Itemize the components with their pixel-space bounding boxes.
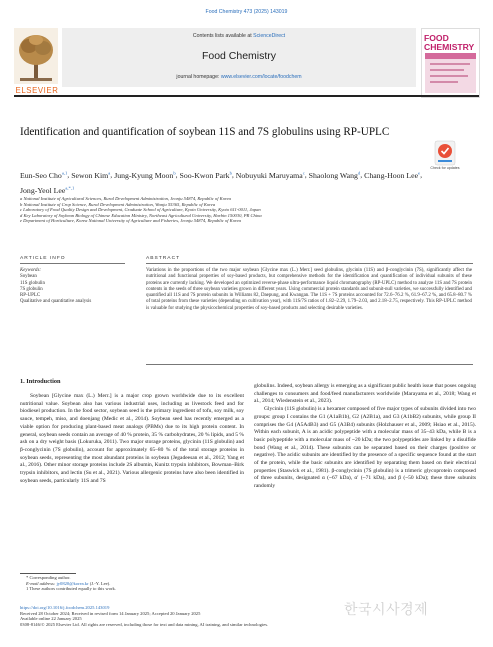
received-dates: Received 28 October 2024; Received in revised form 14 January 2025; Accepted 20 January 2025: [20, 610, 201, 616]
footnotes: [20, 575, 320, 592]
footnote-rule: [20, 573, 76, 574]
sciencedirect-link[interactable]: ScienceDirect: [253, 33, 286, 39]
intro-left-column: [20, 393, 244, 485]
author-entry[interactable]: [180, 171, 232, 180]
abstract-bottom-rule: [146, 364, 473, 365]
email-label: E-mail address:: [26, 580, 57, 586]
email-link[interactable]: jy0820@korea.kr: [56, 580, 89, 586]
keywords-block: [20, 268, 140, 306]
keywords-label: Keywords:: [20, 268, 42, 273]
article-info-heading: ARTICLE INFO: [20, 256, 66, 261]
publisher-logo-text: ELSEVIER: [15, 86, 59, 95]
equal-contribution-note: 1 These authors contributed equally to this work.: [26, 586, 116, 592]
author-entry[interactable]: [114, 171, 175, 180]
contents-line: [62, 33, 416, 39]
author-name[interactable]: Sewon Kim: [71, 170, 109, 180]
keyword-list: [20, 274, 140, 305]
author-affiliation-mark[interactable]: b: [229, 170, 232, 175]
author-affiliation-mark[interactable]: a: [108, 170, 111, 175]
section-heading-introduction: 1. Introduction: [20, 378, 61, 385]
author-name[interactable]: Shaolong Wang: [308, 170, 358, 180]
keyword-item: 7S globulin: [20, 286, 43, 292]
author-name[interactable]: Soo-Kwon Park: [179, 170, 230, 180]
abstract-rule: [146, 263, 473, 264]
header-rule: [14, 95, 479, 97]
author-name[interactable]: Chang-Hoon Lee: [364, 170, 419, 180]
affiliation-item: d Key Laboratory of Soybean Biology of Chinese Education Ministry, Northeast Agricultural University, Harbin 150030, PR China: [20, 212, 262, 218]
copyright-line: 0308-8146/© 2025 Elsevier Ltd. All rights are reserved, including those for text and data mining, AI training, and similar technologies.: [20, 621, 269, 627]
check-for-updates-label: Check for updates: [430, 166, 460, 170]
affiliation-item: e Department of Horticulture, Korea National University of Agriculture and Fisheries, Jeonju 54874, Republic of Korea: [20, 218, 241, 224]
watermark-text: 한국시사경제: [344, 602, 429, 618]
author-entry[interactable]: [71, 171, 110, 180]
corresponding-author-note: * Corresponding author.: [26, 575, 71, 580]
affiliation-item: a National Institute of Agricultural Sciences, Rural Development Administration, Jeonju 54874, Republic of Korea: [20, 196, 231, 201]
article-info-rule: [20, 263, 125, 264]
intro-paragraph-1-continued: globulins. Indeed, soybean allergy is emerging as a significant public health issue that poses ongoing challenges to consumers and food/feed manufacturers worldwide (Marayama et al., 2018; Wang et al., 2014; Wiedenstein et al., 2023).: [254, 383, 476, 405]
author-entry[interactable]: [309, 171, 361, 180]
author-entry[interactable]: [364, 171, 420, 180]
homepage-prefix: journal homepage:: [176, 74, 221, 80]
keyword-item: Soybean: [20, 274, 37, 280]
author-name[interactable]: Nobuyuki Maruyama: [235, 170, 303, 180]
article-title: Identification and quantification of soybean 11S and 7S globulins using RP-UPLC: [20, 126, 390, 138]
cover-title: FOOD CHEMISTRY: [424, 33, 475, 52]
homepage-link[interactable]: www.elsevier.com/locate/foodchem: [220, 74, 302, 80]
author-entry[interactable]: [20, 171, 67, 180]
affiliation-item: c Laboratory of Food Quality Design and Development, Graduate School of Agriculture, Kyoto University, Kyoto 611-0011, Japan: [20, 207, 261, 213]
journal-citation[interactable]: Food Chemistry 473 (2025) 143019: [205, 9, 288, 15]
author-affiliation-mark[interactable]: b: [173, 170, 176, 175]
intro-right-column: [254, 383, 476, 491]
abstract-text: Variations in the proportions of the two major soybean [Glycine max (L.) Merr.] seed globulins, glycinin (11S) and β-conglycinin (7S), significantly affect the nutritional and functional properties of soy-based products, but comprehensive methods for the identification and quantification of individual subunits of these proteins are currently lacking. We developed an optimized reverse-phase ultra-performance liquid chromatography (RP-UPLC) method to analyze 11S and 7S protein contents in the seeds of three soybean varieties grown in different years. Using commercial protein standards and subunit-null varieties, we successfully identified and quantified all 11S and 7S protein subunits in Williams 82, Daepung, and Kwangan. The 11S + 7S proteins accounted for 72.6–76.2 %, 61.9–67.2 %, and 65.8–80.7 % of total proteins from these varieties (depending on cultivation year), with 11S/7S ratios of 1.82–2.29, 1.79–2.03, and 2.18–2.75, respectively. This RP-UPLC method is valuable for studying the physicochemical properties of soy-based products and selecting desirable varieties.: [146, 268, 472, 311]
journal-homepage-line: [62, 74, 416, 80]
doi-link[interactable]: https://doi.org/10.1016/j.foodchem.2025.143019: [20, 605, 110, 610]
author-name[interactable]: Jong-Yeol Lee: [20, 185, 66, 195]
intro-paragraph-2: Glycinin (11S globulin) is a hexamer composed of five major types of subunits divided into two groups: group I contains the G1 (A1aB1b), G2 (A2B1a), and G3 (A1bB2) subunits, while group II comprises the G4 (A5A4B3) and G5 (A3B4) subunits (Holzhauser et al., 2009; Hsiao et al., 2015). Within each subunit, A is an acidic polypeptide with a molecular mass of 35–43 kDa, while B is a basic polypeptide with a molecular mass of ~20 kDa; the two polypeptides are linked by a disulfide bond (Wang et al., 2014). These subunits can be separated based on their charges (positive or negative). The acidic subunits are identified by the presence of a specific sequence found at the start of the protein, while the basic subunits are identified by separating them based on their electrical properties (Staswick et al., 1981). β-conglycinin (7S globulin) is a trimeric glycoprotein composed of three subunits, designated α (~67 kDa), α′ (~71 kDa), and β (~50 kDa); these three subunits randomly: [254, 406, 476, 490]
author-affiliation-mark[interactable]: a,1: [61, 170, 68, 175]
contents-prefix: Contents lists available at: [192, 33, 254, 39]
email-suffix: (J.-Y. Lee).: [88, 580, 111, 586]
keyword-item: Qualitative and quantitative analysis: [20, 299, 92, 305]
affiliation-item: b National Institute of Crop Science, Rural Development Administration, Wanju 55365, Republic of Korea: [20, 201, 216, 207]
keyword-item: 11S globulin: [20, 280, 45, 286]
author-name[interactable]: Jung-Kyung Moon: [114, 170, 174, 180]
check-for-updates-icon[interactable]: [434, 140, 456, 166]
author-affiliation-mark[interactable]: d: [357, 170, 361, 175]
abstract-heading: ABSTRACT: [146, 256, 181, 261]
intro-paragraph-1: Soybean [Glycine max (L.) Merr.] is a major crop grown worldwide due to its excellent nutritional value. Soybean also has various industrial uses, including as livestock feed and for biodiesel production. In the food sector, soybean seed is the primary ingredient of tofu, soy milk, soy sauce, tempeh, miso, and doenjang (Medic et al., 2014). Soybean seed has recently emerged as a viable option for producing plant-based meat analogs (PBMs) due to its high protein content. In general, soybean seeds contain an average of 40 % protein, 35 % carbohydrates, 20 % lipids, and 5 % ash on a dry weight basis (Lokuruka, 2011). Two major storage proteins, glycinin (11S globulin) and β-conglycinin (7S globulin), account for approximately 65–80 % of the total storage proteins in soybean seeds, representing the most abundant proteins in soybean (Jegadeesan et al., 2012; Yang et al., 2016). Other minor storage proteins include 2S albumin, Kunitz trypsin inhibitors, Bowman–Birk trypsin inhibitors, and lectin (Su et al., 2021). Various allergenic proteins have also been identified in soybean seeds, particularly 11S and 7S: [20, 393, 244, 484]
author-affiliation-mark[interactable]: c: [302, 170, 305, 175]
journal-name: Food Chemistry: [201, 50, 277, 62]
author-entry[interactable]: [20, 186, 74, 195]
author-affiliation-mark[interactable]: e: [418, 170, 421, 175]
author-affiliation-mark[interactable]: a,*,1: [65, 185, 75, 191]
author-list: Eun-Seo Cho$^{a,1}$, Sewon Kim$^a$, Jung-Kyung Moon$^b$, Soo-Kwon Park$^b$, Nobuyuki Maruyama$^c$, Shaolong Wang$^d$, Chang-Hoon Lee$^e$, Jong-Yeol Lee$^{a,*,1}$: [20, 170, 423, 195]
author-entry[interactable]: [236, 171, 305, 180]
keyword-item: RP-UPLC: [20, 293, 41, 299]
available-online: Available online 22 January 2025: [20, 616, 82, 622]
affiliation-list: [20, 196, 460, 224]
elsevier-tree-logo-icon: [14, 28, 58, 88]
author-name[interactable]: Eun-Seo Cho: [20, 170, 62, 180]
